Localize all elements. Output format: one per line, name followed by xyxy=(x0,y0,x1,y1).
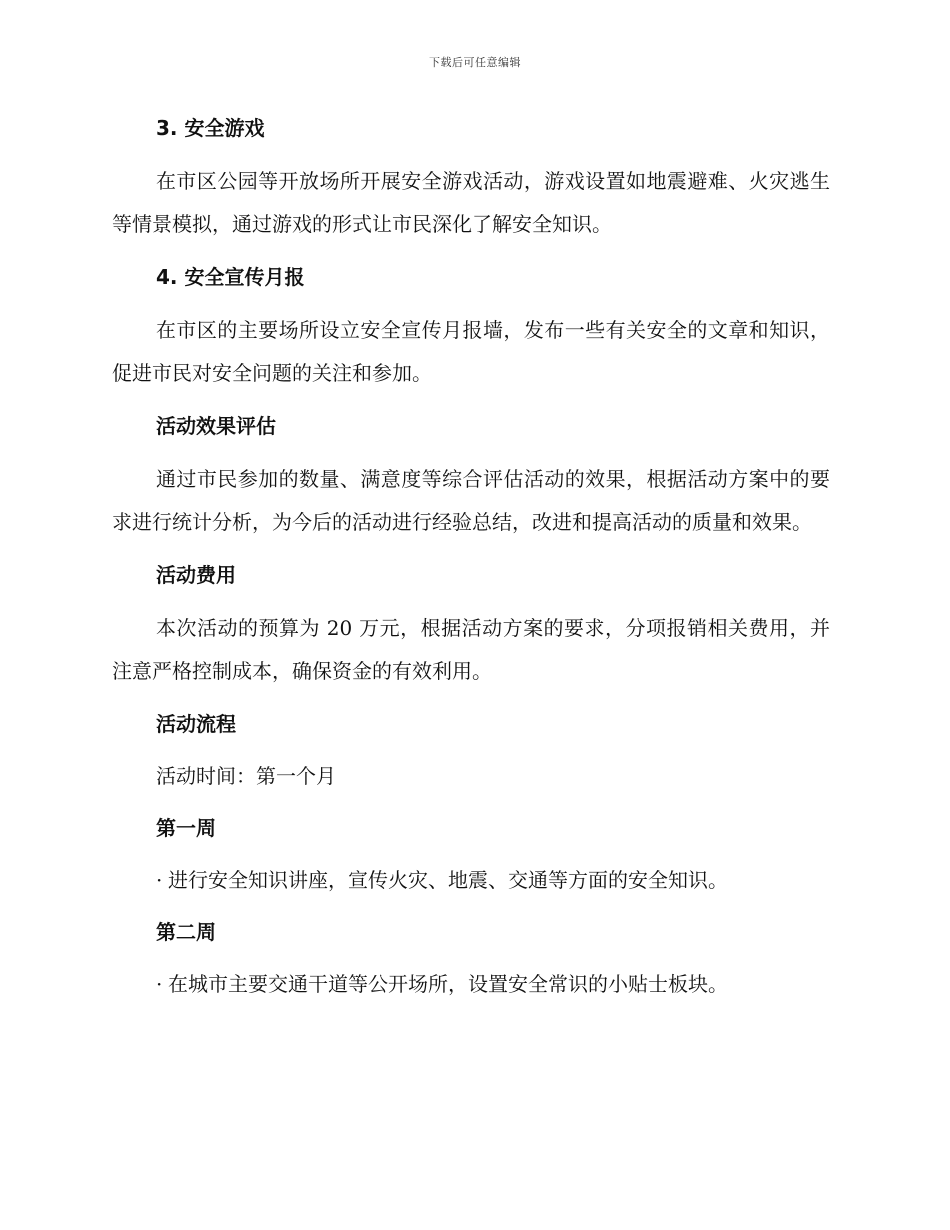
week-one-list-item xyxy=(112,860,830,900)
week-two-heading: 第二周 xyxy=(156,920,216,944)
bullet-icon: · xyxy=(156,972,163,996)
section-heading-cost: 活动费用 xyxy=(156,563,236,587)
paragraph-monthly-report: 在市区的主要场所设立安全宣传月报墙，发布一些有关安全的文章和知识，促进市民对安全问题的关注和参加。 xyxy=(112,318,830,385)
section-heading-safety-games: 3. 安全游戏 xyxy=(156,116,265,140)
week-two-list-item xyxy=(112,964,830,1004)
week-two-item-text: 在城市主要交通干道等公开场所，设置安全常识的小贴士板块。 xyxy=(168,972,728,996)
document-body xyxy=(112,108,830,1004)
paragraph-evaluation: 通过市民参加的数量、满意度等综合评估活动的效果，根据活动方案中的要求进行统计分析，为今后的活动进行经验总结，改进和提高活动的质量和效果。 xyxy=(112,467,830,534)
paragraph-safety-games: 在市区公园等开放场所开展安全游戏活动，游戏设置如地震避难、火灾逃生等情景模拟，通过游戏的形式让市民深化了解安全知识。 xyxy=(112,169,830,236)
week-one-heading: 第一周 xyxy=(156,816,216,840)
section-heading-monthly-report: 4. 安全宣传月报 xyxy=(156,265,305,289)
section-heading-process: 活动流程 xyxy=(156,712,236,736)
week-one-item-text: 进行安全知识讲座，宣传火灾、地震、交通等方面的安全知识。 xyxy=(168,868,728,892)
activity-time: 活动时间：第一个月 xyxy=(156,764,336,788)
bullet-icon: · xyxy=(156,868,163,892)
page-header: 下载后可任意编辑 xyxy=(429,56,521,69)
paragraph-cost: 本次活动的预算为 20 万元，根据活动方案的要求，分项报销相关费用，并注意严格控制成本，确保资金的有效利用。 xyxy=(112,616,830,683)
section-heading-evaluation: 活动效果评估 xyxy=(156,414,276,438)
